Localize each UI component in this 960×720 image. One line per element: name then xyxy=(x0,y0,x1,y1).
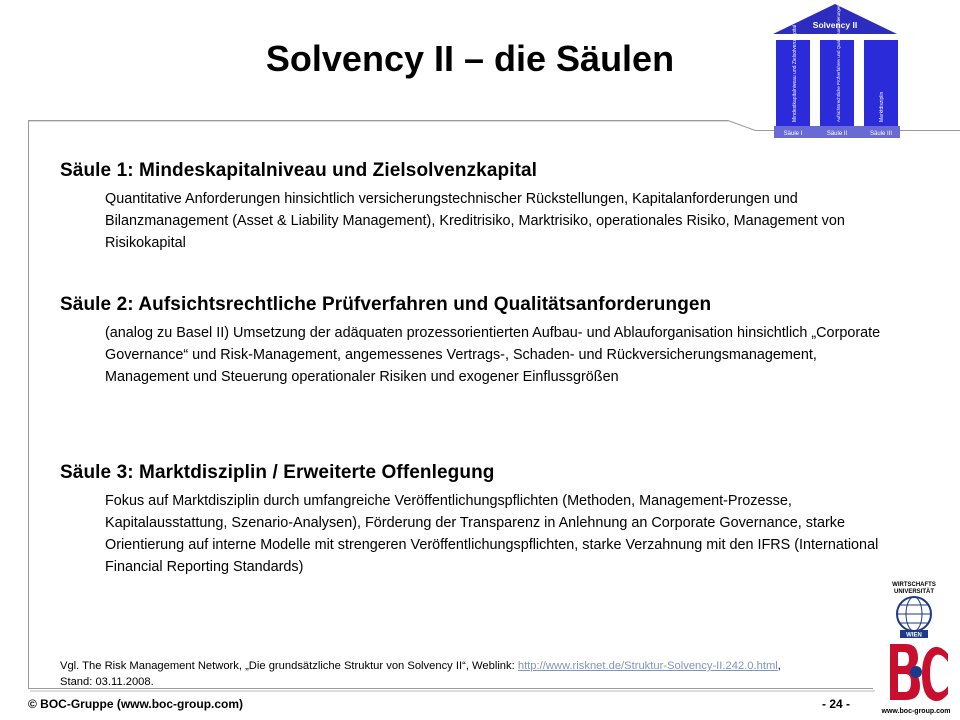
boc-url-text: www.boc-group.com xyxy=(881,708,951,715)
svg-text:UNIVERSITÄT: UNIVERSITÄT xyxy=(893,589,935,595)
section-body: Fokus auf Marktdisziplin durch umfangreiche Veröffentlichungspflichten (Methoden, Management-Prozesse, Kapitalausstattung, Szenario-Analysen), Förderung der Transparenz in Anlehnung an Corporate Governance, starke Orientierung auf interne Modelle mit strengeren Veröffentlichungspflichten, starke Verzahnung mit den IFRS (International Financial Reporting Standards) xyxy=(105,493,879,575)
boc-c-letter xyxy=(922,647,948,701)
boc-o-letter xyxy=(910,666,922,678)
frame-line-left xyxy=(28,120,29,688)
section-pillar-1 xyxy=(60,160,890,254)
pillar-1-text: Mindestkapitalniveau und Zielsolvenzkapital xyxy=(792,24,798,122)
university-logo xyxy=(876,578,952,640)
section-heading: Säule 3: Marktdisziplin / Erweiterte Offenlegung xyxy=(60,462,495,483)
pillars-roof-label: Solvency II xyxy=(812,20,858,30)
pillar-1-base-label: Säule I xyxy=(783,131,803,137)
slide-title: Solvency II – die Säulen xyxy=(265,38,675,79)
section-pillar-3 xyxy=(60,462,890,578)
frame-line-top-shadow xyxy=(28,121,728,122)
page-number: - 24 - xyxy=(822,697,851,711)
pillar-2-text: Aufsichtsrechtliche Prüfverfahren und Qualitätsanforderungen xyxy=(836,4,841,122)
pillar-3-base-label: Säule III xyxy=(869,131,893,137)
footnote-weblink[interactable]: http://www.risknet.de/Struktur-Solvency-II.242.0.html xyxy=(517,660,778,672)
section-body: Quantitative Anforderungen hinsichtlich versicherungstechnischer Rückstellungen, Kapitalanforderungen und Bilanzmanagement (Asset & Liability Management), Kreditrisiko, Marktrisiko, operationales Risiko, Management von Risikokapital xyxy=(105,191,845,251)
frame-line-bottom-shadow xyxy=(30,690,875,692)
svg-text:WIEN: WIEN xyxy=(906,632,922,639)
footnote-date: Stand: 03.11.2008. xyxy=(60,676,154,688)
section-body: (analog zu Basel II) Umsetzung der adäquaten prozessorientierten Aufbau- und Ablauforganisation hinsichtlich „Corporate Governance“ und Risk-Management, angemessenes Vertrags-, Schaden- und Rückversicherungsmanagement, Management und Steuerung operationaler Risiken und exogener Einflussgrößen xyxy=(105,325,881,385)
footnote-text: Vgl. The Risk Management Network, „Die grundsätzliche Struktur von Solvency II“, Weblink: xyxy=(60,660,515,672)
section-pillar-2 xyxy=(60,294,890,388)
solvency-pillars-graphic xyxy=(770,2,900,140)
boc-logo xyxy=(876,640,956,718)
section-heading: Säule 2: Aufsichtsrechtliche Prüfverfahren und Qualitätsanforderungen xyxy=(60,294,712,315)
frame-line-slant xyxy=(728,120,757,131)
pillar-2-base-label: Säule II xyxy=(826,131,848,137)
footnote xyxy=(60,658,860,690)
university-logo-text: WIRTSCHAFTS xyxy=(892,582,936,588)
footnote-suffix: , xyxy=(777,660,781,672)
footer-copyright: © BOC-Gruppe (www.boc-group.com) xyxy=(28,697,244,711)
section-heading: Säule 1: Mindeskapitalniveau und Zielsolvenzkapital xyxy=(60,160,538,181)
pillar-3-text: Marktdisziplin xyxy=(879,91,885,122)
